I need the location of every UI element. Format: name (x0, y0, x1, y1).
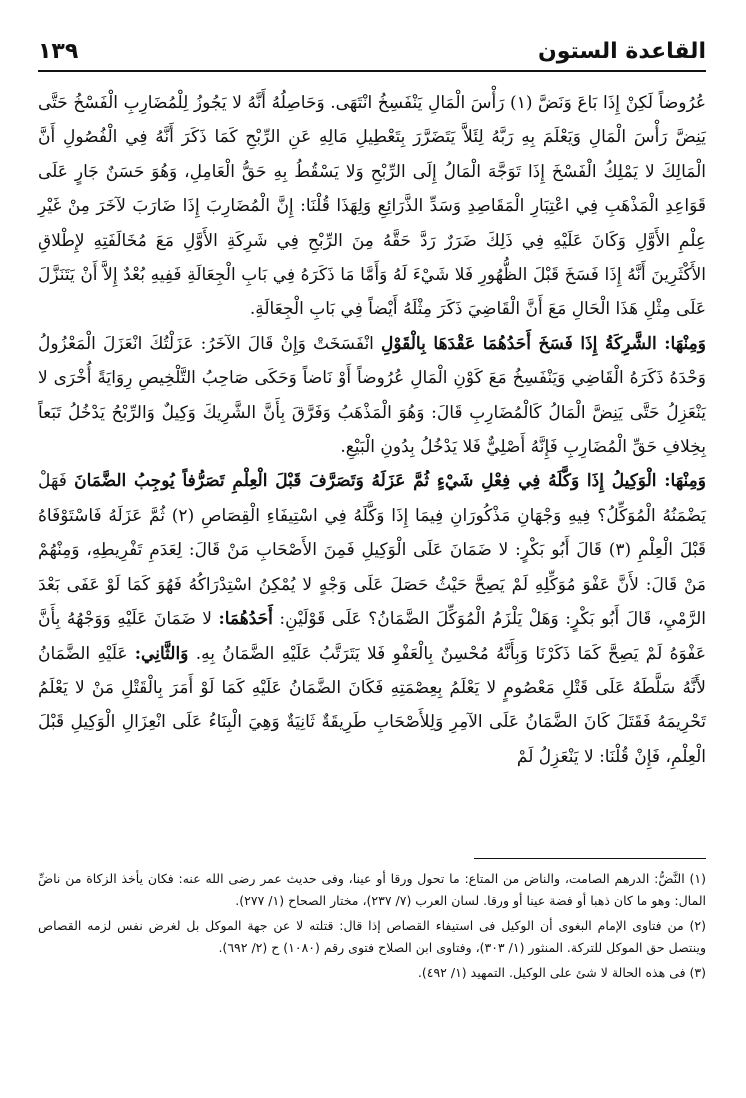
paragraph-2-heading: وَمِنْهَا: الشَّرِكَةُ إِذَا فَسَخَ أَحَدُهُمَا عَقْدَهَا بِالْقَوْلِ (380, 333, 706, 354)
footnote-separator (474, 858, 706, 859)
paragraph-3 (38, 464, 706, 774)
paragraph-2 (38, 327, 706, 465)
footnote-3: (٣) فى هذه الحالة لا شئ على الوكيل. التمهيد (١/ ٤٩٢). (417, 965, 706, 981)
second-opinion-label: وَالثَّانِي: (134, 643, 189, 664)
running-title: القاعدة الستون (537, 39, 706, 64)
paragraph-3-text: فَهَلْ يَضْمَنُهُ الْمُوَكِّلُ؟ فِيهِ وَجْهَانِ مَذْكُورَانِ فِيمَا إِذَا وَكَّلَهُ فِي اسْتِيفَاءِ الْقِصَاصِ (٢) ثُمَّ عَزَلَهُ فَاسْتَوْفَاهُ قَبْلَ الْعِلْمِ (٣) قَالَ أَبُو بَكْرٍ: لا ضَمَانَ عَلَى الْوَكِيلِ فَمِنَ الأَصْحَابِ مَنْ قَالَ: لِعَدَمِ تَفْرِيطِهِ، وَمِنْهُمْ مَنْ قَالَ: لأَنَّ عَفْوَ مُوَكِّلِهِ لَمْ يَصِحَّ حَيْثُ حَصَلَ عَلَى وَجْهٍ لا يُمْكِنُ اسْتِدْرَاكُهُ فَهُوَ كَمَا لَوْ عَفَى بَعْدَ الرَّمْيِ، قَالَ أَبُو بَكْرٍ: وَهَلْ يَلْزَمُ الْمُوَكِّلَ الضَّمَانُ؟ عَلَى قَوْلَيْنِ: (38, 471, 706, 630)
paragraph-2-text: انْفَسَخَتْ وَإِنْ قَالَ الآخَرُ: عَزَلْتُكَ انْعَزَلَ الْمَعْزُولُ وَحْدَهُ ذَكَرَهُ الْقَاضِي وَيَنْفَسِخُ مَعَ كَوْنِ الْمَالِ عُرُوضاً أَوْ نَاضاً وَحَكَى صَاحِبُ التَّلْخِيصِ رِوَايَةً أُخْرَى لا يَنْعَزِلُ حَتَّى يَنِضَّ الْمَالُ كَالْمُضَارِبِ قَالَ: وَهُوَ الْمَذْهَبُ وَفَرَّقَ بِأَنَّ الشَّرِيكَ وَكِيلٌ وَالرِّبْحُ يَدْخُلُ تَبَعاً بِخِلافِ حَقِّ الْمُضَارِبِ فَإِنَّهُ أَصْلِيٌّ فَلا يَدْخُلُ بِدُونِ الْبَيْعِ. (38, 333, 706, 458)
footnote-1: (١) النَّضُّ: الدرهم الصامت، والناض من المتاع: ما تحول ورقا أو عينا، وفى حديث عمر رضى الله عنه: فكان يأخذ الزكاة من ناضِّ المال: وهو ما كان ذهبا أو فضة عينا أو ورقا. لسان العرب (٧/ ٢٣٧)، مختار الصحاح (١/ ٢٧٧). (38, 871, 706, 908)
second-opinion-text: عَلَيْهِ الضَّمَانُ لأَنَّهُ سَلَّطَهُ عَلَى قَتْلِ مَعْصُومٍ لا يَعْلَمُ بِعِصْمَتِهِ فَكَانَ الضَّمَانُ عَلَيْهِ كَمَا لَوْ أَمَرَ بِالْقَتْلِ مَنْ لا يَعْلَمُ تَحْرِيمَهُ فَقَتَلَ كَانَ الضَّمَانُ عَلَى الآمِرِ وَلِلأَصْحَابِ طَرِيقَةٌ ثَانِيَةٌ وَهِيَ الْبِنَاءُ عَلَى انْعِزَالِ الْوَكِيلِ قَبْلَ الْعِلْمِ، فَإِنْ قُلْنَا: لا يَنْعَزِلُ لَمْ (38, 643, 706, 767)
paragraph-3-heading: وَمِنْهَا: الْوَكِيلُ إِذَا وَكَّلَهُ فِي فِعْلِ شَيْءٍ ثُمَّ عَزَلَهُ وَتَصَرَّفَ قَبْلَ الْعِلْمِ تَصَرُّفاً يُوجِبُ الضَّمَانَ (74, 471, 706, 492)
first-opinion-text: لا ضَمَانَ عَلَيْهِ وَوَجْهُهُ بِأَنَّ عَفْوَهُ لَمْ يَصِحَّ كَمَا ذَكَرْنَا وَبِأَنَّهُ مُحْسِنٌ بِالْعَفْوِ فَلا يَتَرَتَّبُ عَلَيْهِ الضَّمَانُ بِهِ. (38, 609, 707, 664)
footnotes (38, 868, 706, 988)
main-text (38, 86, 706, 774)
page-header (38, 32, 706, 72)
first-opinion-label: أَحَدُهُمَا: (218, 609, 273, 630)
footnote-2: (٢) من فتاوى الإمام البغوى أن الوكيل فى استيفاء القصاص إذا قال: قتلته لا عن جهة الموكل بل لغرض نفس لزمه القصاص وينتصل حق الموكل للتركة. المنثور (١/ ٣٠٣)، وفتاوى ابن الصلاح فتوى رقم (١٠٨٠) ح (٢/ ٦٩٢). (38, 918, 706, 955)
paragraph-1: عُرُوضاً لَكِنْ إِذَا بَاعَ وَنَضَّ (١) رَأْسَ الْمَالِ يَنْفَسِخُ انْتَهَى. وَحَاصِلُهُ أَنَّهُ لا يَجُوزُ لِلْمُضَارِبِ الْفَسْخُ حَتَّى يَنِضَّ رَأْسَ الْمَالِ وَيَعْلَمَ بِهِ رَبَّهُ لِئَلاَّ يَتَضَرَّرَ بِتَعْطِيلِ مَالِهِ عَنِ الرِّبْحِ كَمَا ذَكَرَ أَنَّهُ فِي الْفُصُولِ أَنَّ الْمَالِكَ لا يَمْلِكُ الْفَسْخَ إِذَا تَوَجَّهَ الْمَالُ إِلَى الرِّبْحِ وَلا يَسْقُطُ بِهِ حَقُّ الْعَامِلِ، وَهُوَ حَسَنٌ جَارٍ عَلَى قَوَاعِدِ الْمَذْهَبِ فِي اعْتِبَارِ الْمَقَاصِدِ وَسَدِّ الذَّرَائِعِ وَلِهَذَا قُلْنَا: إِنَّ الْمُضَارِبَ إِذَا ضَارَبَ لآخَرَ مِنْ غَيْرِ عِلْمِ الأَوَّلِ وَكَانَ عَلَيْهِ فِي ذَلِكَ ضَرَرٌ رَدَّ حَقَّهُ مِنَ الرِّبْحِ فِي شَرِكَةِ الأَوَّلِ مَعَ مُخَالَفَتِهِ لإِطْلاقِ الأَكْثَرِينَ أَنَّهُ إِذَا فَسَخَ قَبْلَ الظُّهُورِ فَلا شَيْءَ لَهُ وَأَمَّا مَا ذَكَرَهُ فِي بَابِ الْجِعَالَةِ فَفِيهِ بُعْدٌ إِلاَّ أَنْ يَتَنَزَّلَ عَلَى مِثْلِ هَذَا الْحَالِ مَعَ أَنَّ الْقَاضِيَ ذَكَرَ مِثْلَهُ أَيْضاً فِي بَابِ الْجِعَالَةِ. (38, 93, 706, 320)
page-number: ١٣٩ (38, 39, 79, 64)
